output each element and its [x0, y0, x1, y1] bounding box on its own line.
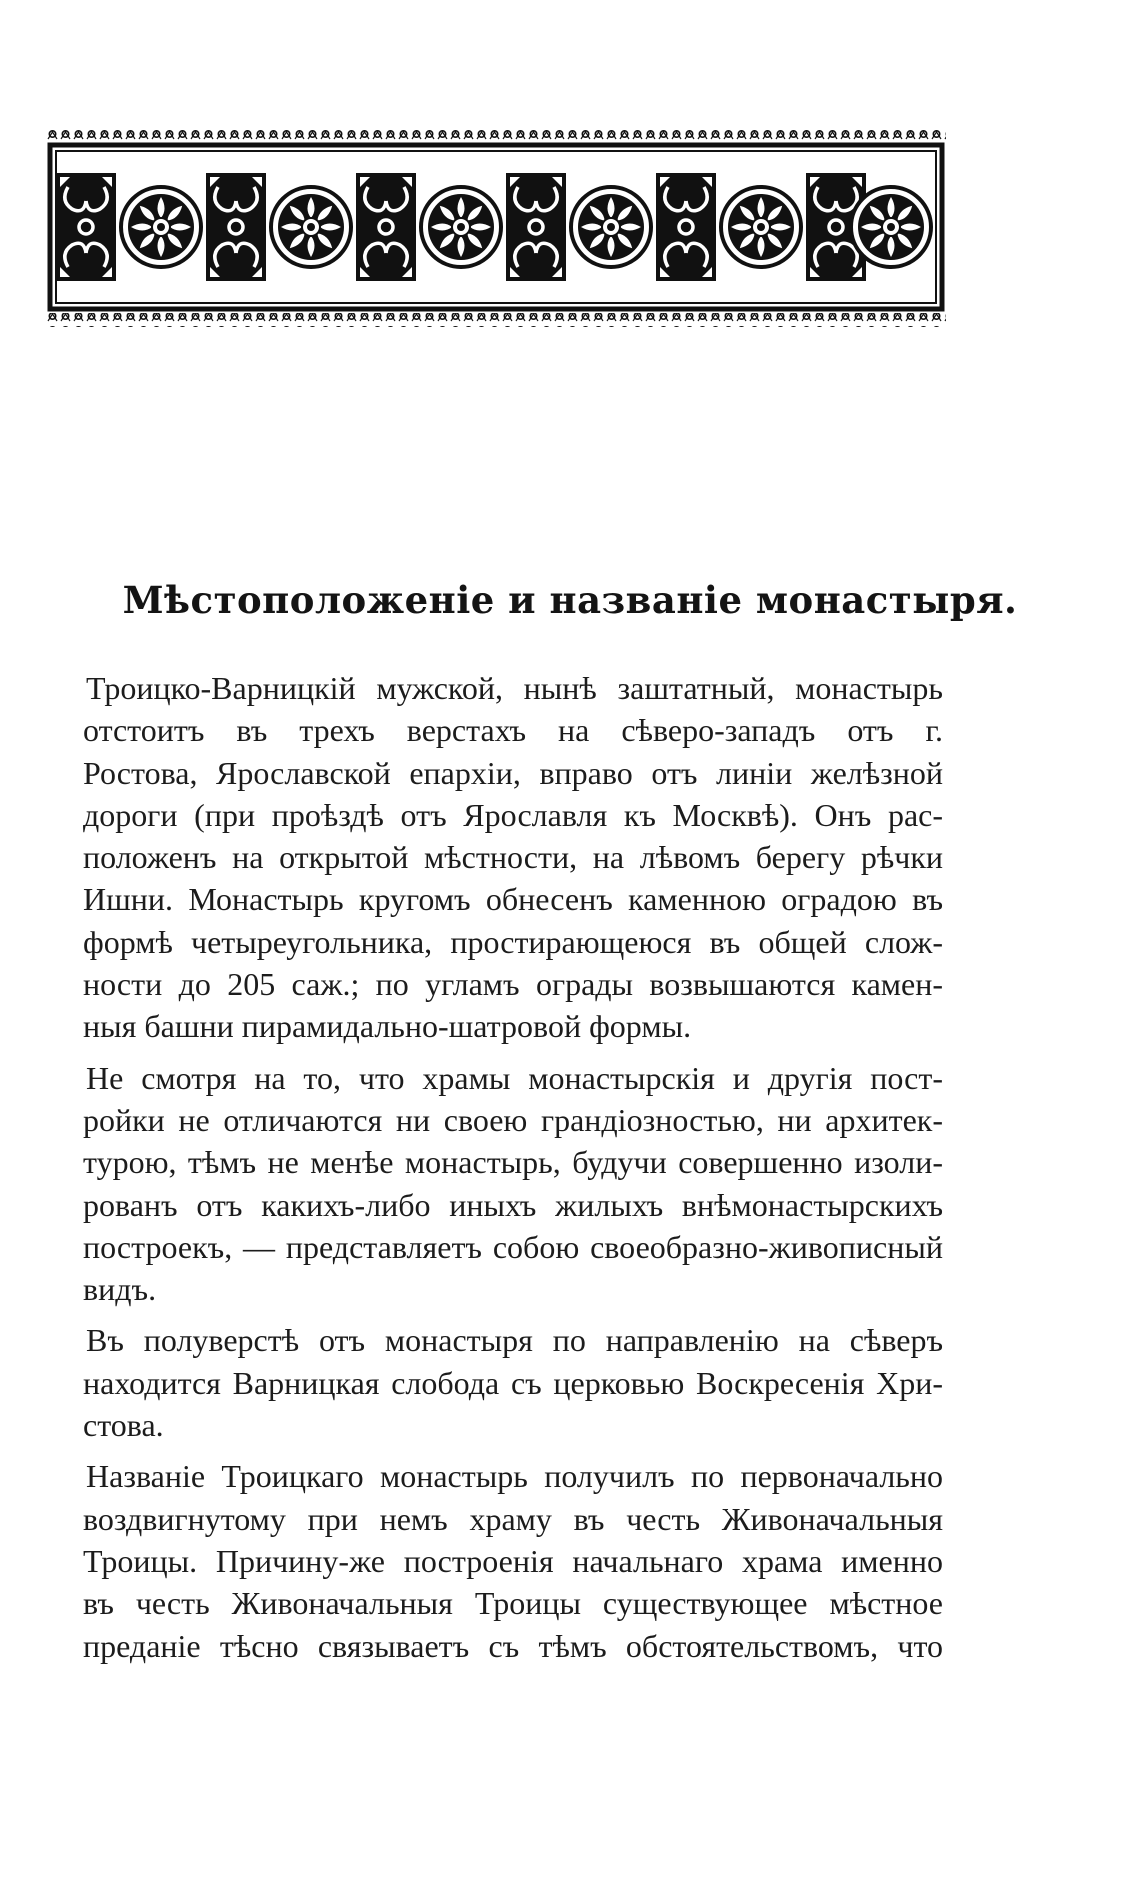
- text-line: Не смотря на то, что храмы монастырскія и другія пост-: [86, 1059, 943, 1096]
- text-line: построекъ, — представляетъ собою своеобразно-живописный: [83, 1228, 943, 1265]
- text-line: стова.: [83, 1407, 164, 1444]
- text-line: отстоитъ въ трехъ верстахъ на сѣверо-западъ отъ г.: [83, 712, 943, 749]
- text-line: Троицы. Причину-же построенія начальнаго храма именно: [83, 1542, 943, 1579]
- text-line: турою, тѣмъ не менѣе монастырь, будучи совершенно изоли-: [83, 1144, 943, 1181]
- text-line: воздвигнутому при немъ храму въ честь Живоначальныя: [83, 1500, 943, 1537]
- text-line: ныя башни пирамидально-шатровой формы.: [83, 1008, 692, 1045]
- text-line: ности до 205 саж.; по угламъ ограды возвышаются камен-: [83, 966, 943, 1003]
- text-line: положенъ на открытой мѣстности, на лѣвомъ берегу рѣчки: [83, 839, 943, 876]
- text-line: преданіе тѣсно связываетъ съ тѣмъ обстоятельствомъ, что: [83, 1627, 943, 1664]
- text-line: Троицко-Варницкій мужской, нынѣ заштатный, монастырь: [86, 670, 943, 706]
- text-line: Въ полуверстѣ отъ монастыря по направленію на сѣверъ: [86, 1322, 943, 1359]
- body-text: [83, 667, 943, 1676]
- ornamental-header-band: [46, 127, 946, 327]
- paragraph-4: [83, 1455, 943, 1666]
- text-line: видъ.: [83, 1271, 157, 1308]
- paragraph-1: [83, 667, 943, 1048]
- text-line: дороги (при проѣздѣ отъ Ярославля къ Москвѣ). Онъ рас-: [83, 796, 943, 833]
- text-line: Ишни. Монастырь кругомъ обнесенъ каменною оградою въ: [83, 881, 943, 918]
- text-line: формѣ четыреугольника, простирающеюся въ общей слож-: [83, 923, 943, 960]
- text-line: Названіе Троицкаго монастырь получилъ по первоначально: [86, 1458, 943, 1495]
- text-line: въ честь Живоначальныя Троицы существующее мѣстное: [83, 1585, 943, 1622]
- text-line: Ростова, Ярославской епархіи, вправо отъ линіи желѣзной: [83, 754, 943, 791]
- paragraph-3: [83, 1319, 943, 1446]
- page-title: Мѣстоположеніе и названіе монастыря.: [122, 578, 1018, 622]
- text-line: рованъ отъ какихъ-либо иныхъ жилыхъ внѣмонастырскихъ: [83, 1186, 943, 1223]
- paragraph-2: [83, 1057, 943, 1311]
- text-line: находится Варницкая слобода съ церковью Воскресенія Хри-: [83, 1364, 943, 1401]
- text-line: ройки не отличаются ни своею грандіозностью, ни архитек-: [83, 1101, 943, 1138]
